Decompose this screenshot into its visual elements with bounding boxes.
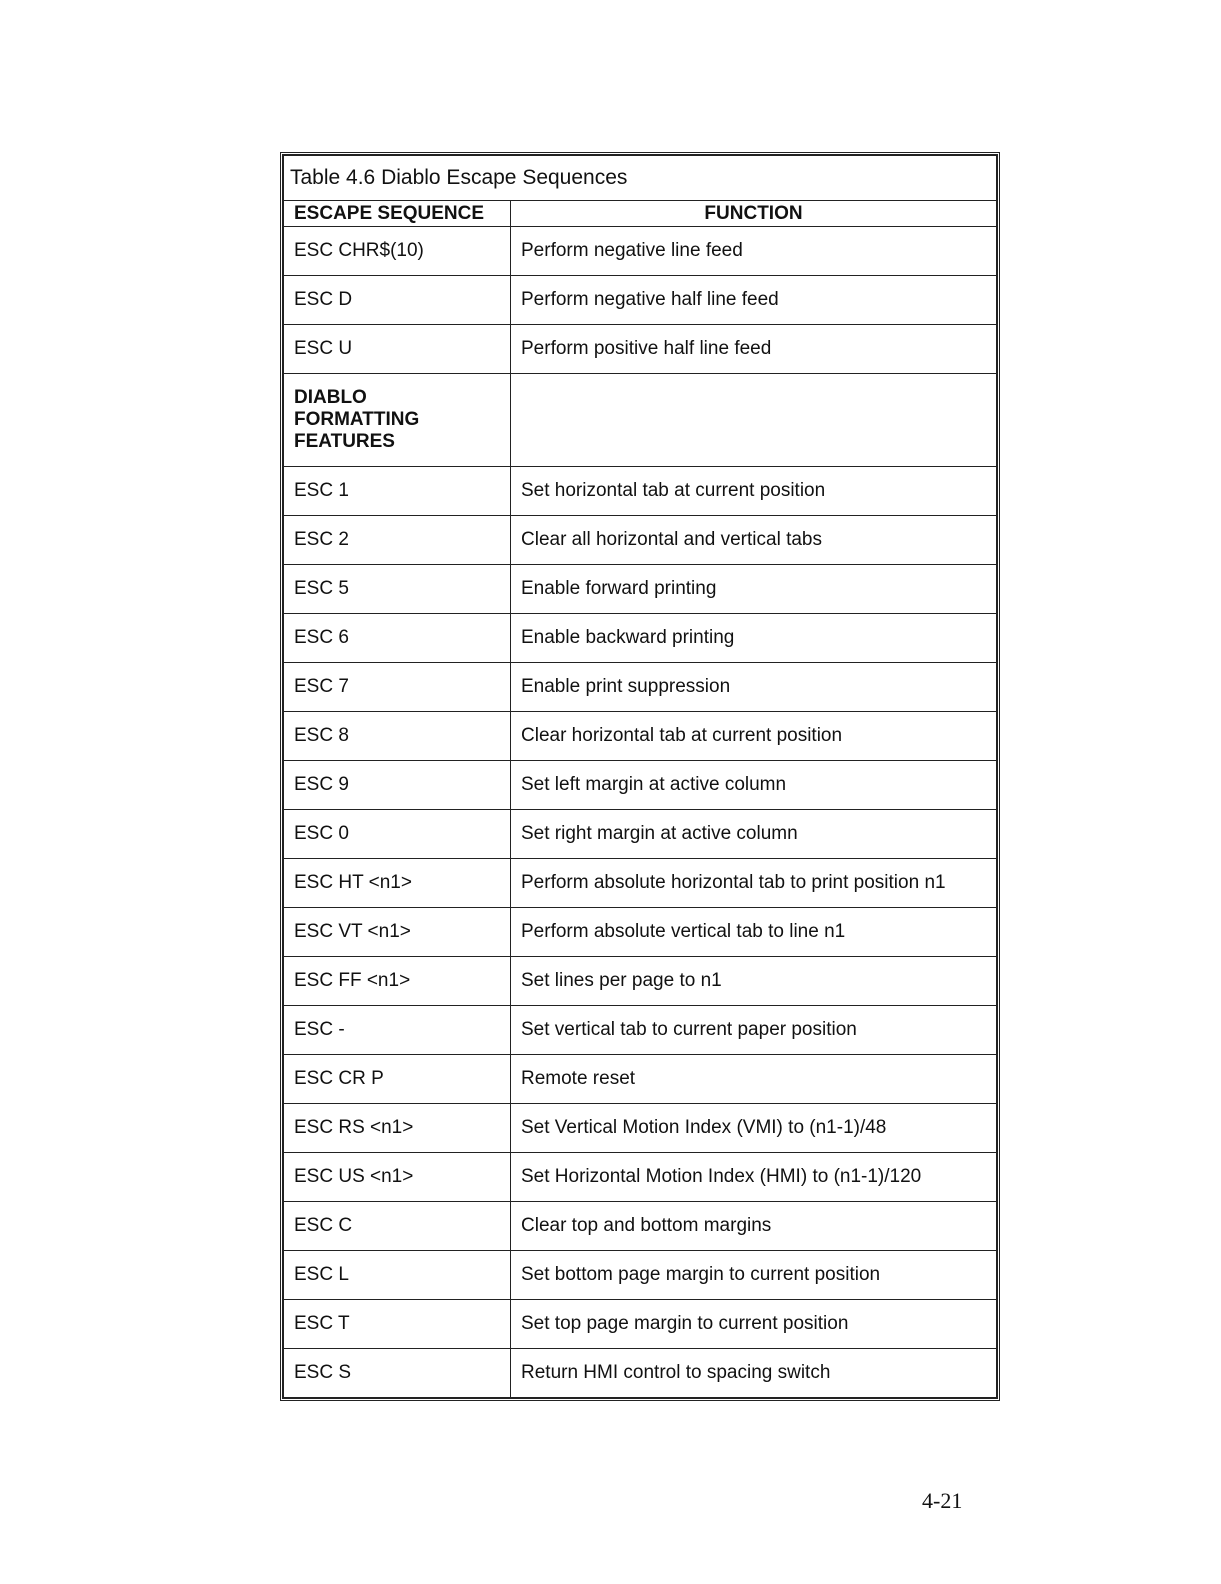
table-row — [284, 712, 997, 761]
table-header-row — [284, 201, 997, 227]
table-row — [284, 1202, 997, 1251]
function-cell: Perform absolute horizontal tab to print position n1 — [511, 859, 997, 908]
table-row — [284, 1251, 997, 1300]
table-row — [284, 1153, 997, 1202]
function-cell: Enable backward printing — [511, 614, 997, 663]
function-cell: Perform negative half line feed — [511, 276, 997, 325]
escape-sequence-cell: ESC 8 — [284, 712, 511, 761]
table-row — [284, 325, 997, 374]
escape-sequence-table — [283, 155, 997, 1398]
function-cell: Enable forward printing — [511, 565, 997, 614]
escape-sequence-cell: ESC CR P — [284, 1055, 511, 1104]
function-cell: Remote reset — [511, 1055, 997, 1104]
escape-sequence-cell: ESC 0 — [284, 810, 511, 859]
escape-sequence-cell: ESC 1 — [284, 467, 511, 516]
function-cell: Set right margin at active column — [511, 810, 997, 859]
escape-sequence-cell: ESC U — [284, 325, 511, 374]
table-row — [284, 467, 997, 516]
function-cell: Clear top and bottom margins — [511, 1202, 997, 1251]
function-cell: Set left margin at active column — [511, 761, 997, 810]
escape-sequence-table-frame — [280, 152, 1000, 1401]
table-row — [284, 1104, 997, 1153]
escape-sequence-cell: ESC CHR$(10) — [284, 227, 511, 276]
function-cell: Enable print suppression — [511, 663, 997, 712]
table-row — [284, 227, 997, 276]
function-cell: Set lines per page to n1 — [511, 957, 997, 1006]
escape-sequence-cell: ESC VT <n1> — [284, 908, 511, 957]
section-row — [284, 374, 997, 467]
escape-sequence-cell: ESC 2 — [284, 516, 511, 565]
table-row — [284, 761, 997, 810]
section-label: DIABLO FORMATTING FEATURES — [294, 387, 420, 452]
function-cell: Clear all horizontal and vertical tabs — [511, 516, 997, 565]
escape-sequence-cell: ESC 7 — [284, 663, 511, 712]
table-row — [284, 614, 997, 663]
function-cell: Set Horizontal Motion Index (HMI) to (n1-1)/120 — [511, 1153, 997, 1202]
table-row — [284, 957, 997, 1006]
function-cell: Perform positive half line feed — [511, 325, 997, 374]
table-row — [284, 565, 997, 614]
column-header-function: FUNCTION — [511, 201, 997, 227]
table-caption-row — [284, 156, 997, 201]
escape-sequence-cell: ESC D — [284, 276, 511, 325]
table-row — [284, 276, 997, 325]
escape-sequence-cell: ESC 9 — [284, 761, 511, 810]
table-row — [284, 1006, 997, 1055]
escape-sequence-cell: ESC - — [284, 1006, 511, 1055]
escape-sequence-cell: ESC RS <n1> — [284, 1104, 511, 1153]
function-cell: Set top page margin to current position — [511, 1300, 997, 1349]
table-caption: Table 4.6 Diablo Escape Sequences — [284, 156, 997, 201]
function-cell: Set vertical tab to current paper position — [511, 1006, 997, 1055]
escape-sequence-cell: ESC S — [284, 1349, 511, 1398]
function-cell: Return HMI control to spacing switch — [511, 1349, 997, 1398]
escape-sequence-cell: ESC 5 — [284, 565, 511, 614]
escape-sequence-cell: ESC US <n1> — [284, 1153, 511, 1202]
escape-sequence-cell: ESC C — [284, 1202, 511, 1251]
table-row — [284, 1055, 997, 1104]
table-row — [284, 1349, 997, 1398]
column-header-sequence: ESCAPE SEQUENCE — [284, 201, 511, 227]
table-row — [284, 663, 997, 712]
page-number: 4-21 — [922, 1488, 963, 1513]
escape-sequence-cell: ESC 6 — [284, 614, 511, 663]
function-cell: Clear horizontal tab at current position — [511, 712, 997, 761]
function-cell: Set horizontal tab at current position — [511, 467, 997, 516]
section-empty-cell — [511, 374, 997, 467]
table-row — [284, 516, 997, 565]
table-row — [284, 859, 997, 908]
section-label-cell — [284, 374, 511, 467]
table-row — [284, 908, 997, 957]
escape-sequence-cell: ESC T — [284, 1300, 511, 1349]
table-row — [284, 1300, 997, 1349]
escape-sequence-cell: ESC HT <n1> — [284, 859, 511, 908]
table-row — [284, 810, 997, 859]
function-cell: Set Vertical Motion Index (VMI) to (n1-1)/48 — [511, 1104, 997, 1153]
escape-sequence-cell: ESC L — [284, 1251, 511, 1300]
function-cell: Perform negative line feed — [511, 227, 997, 276]
function-cell: Set bottom page margin to current position — [511, 1251, 997, 1300]
escape-sequence-cell: ESC FF <n1> — [284, 957, 511, 1006]
function-cell: Perform absolute vertical tab to line n1 — [511, 908, 997, 957]
